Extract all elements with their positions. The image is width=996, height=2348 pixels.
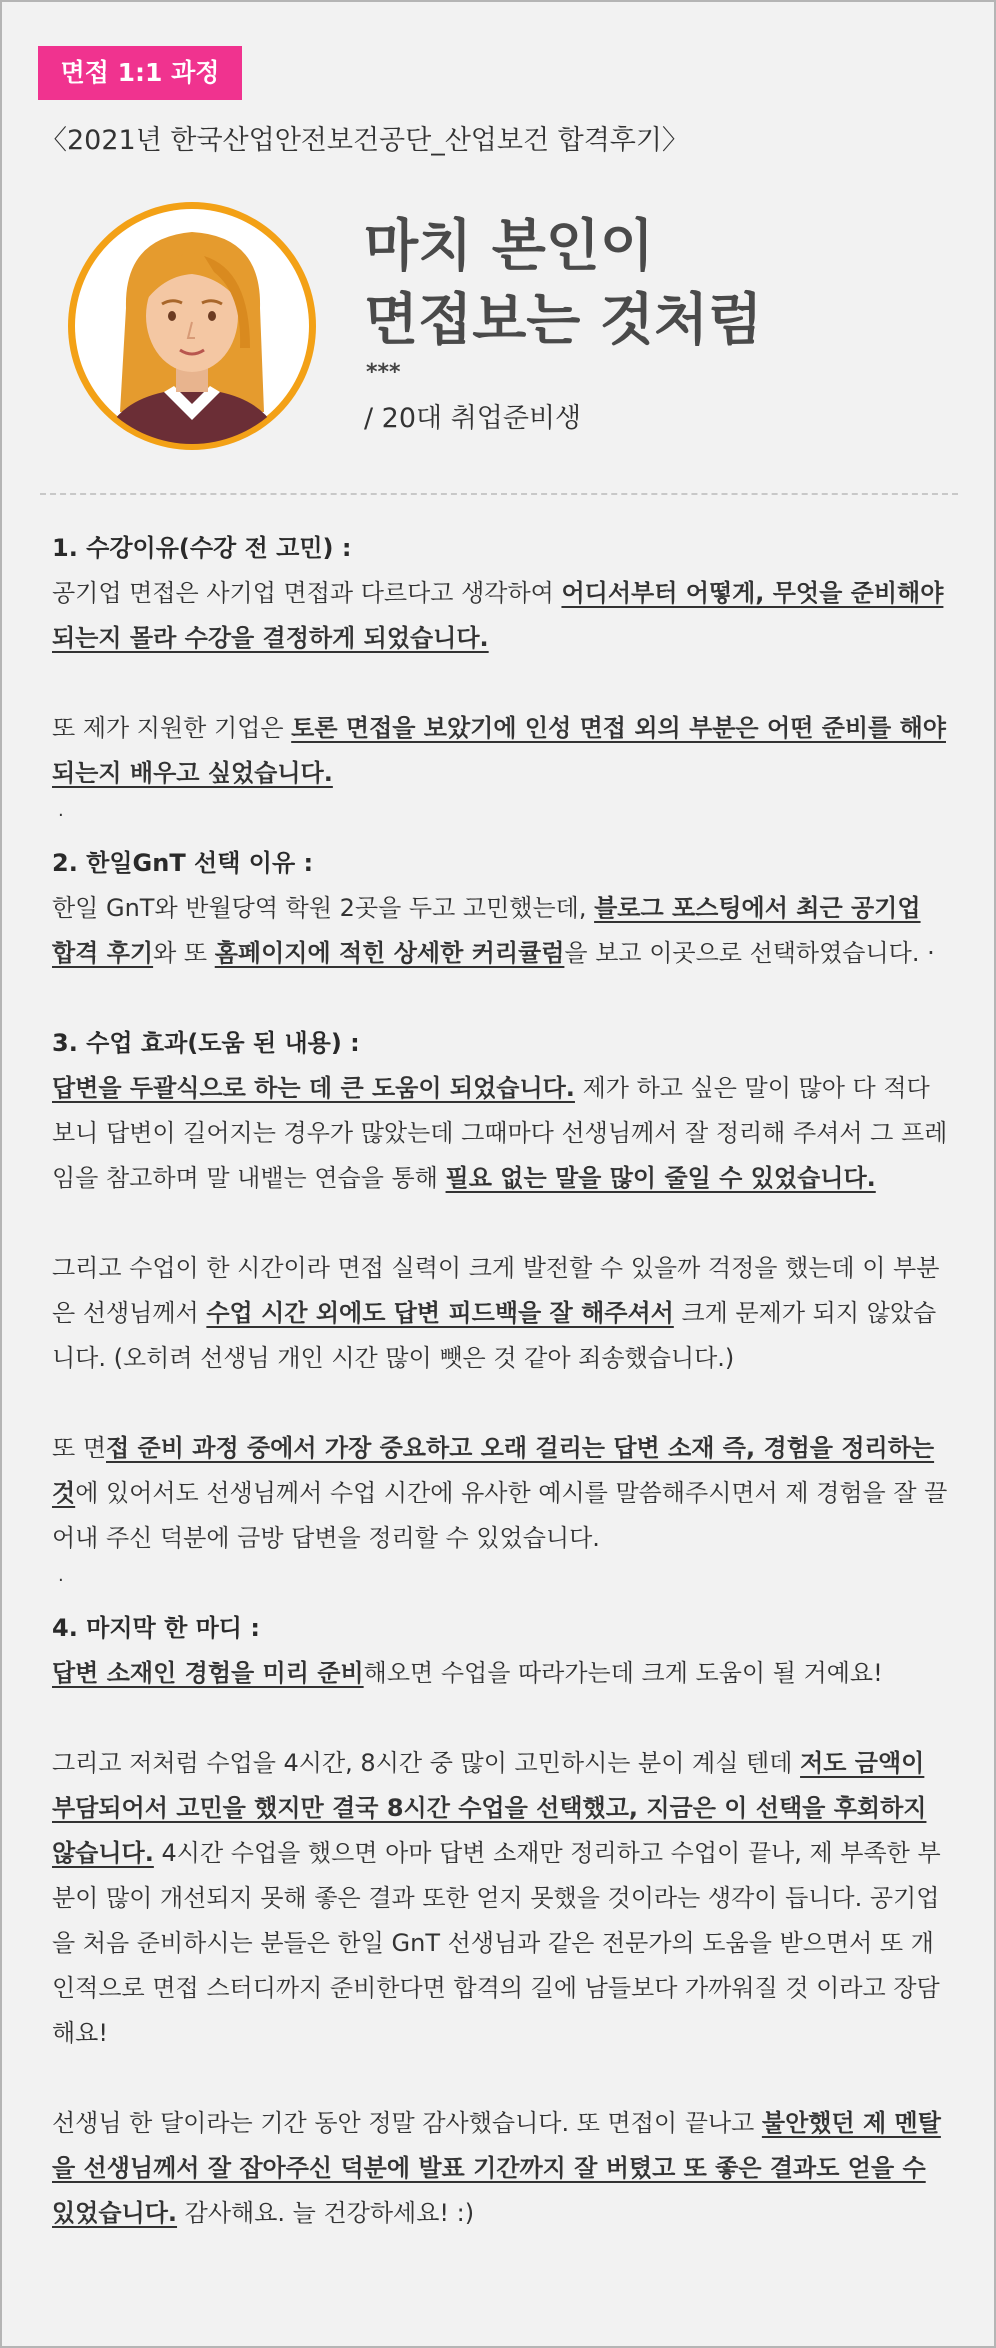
student-avatar-icon (64, 198, 320, 454)
section-4-title: 4. 마지막 한 마디 : (52, 1614, 260, 1642)
emphasis-text: 답변 소재인 경험을 미리 준비 (52, 1659, 364, 1687)
emphasis-text: 불안했던 제 멘탈을 선생님께서 잘 잡아주신 덕분에 발표 기간까지 잘 버텼고 또 좋은 결과도 얻을 수 있었습니다. (52, 2109, 941, 2227)
emphasis-text: 수업 시간 외에도 답변 피드백을 잘 해주셔서 (206, 1299, 674, 1327)
section-3-paragraph-1: 답변을 두괄식으로 하는 데 큰 도움이 되었습니다. 제가 하고 싶은 말이 많아 다 적다 보니 답변이 길어지는 경우가 많았는데 그때마다 선생님께서 잘 정리해 주셔서 그 프레임을 참고하며 말 내뱉는 연습을 통해 필요 없는 말을 많이 줄일 수 있었습니다. (52, 1074, 948, 1192)
author-description: / 20대 취업준비생 (364, 403, 582, 434)
course-badge: 면접 1:1 과정 (38, 46, 242, 100)
section-4-paragraph-1: 답변 소재인 경험을 미리 준비해오면 수업을 따라가는데 크게 도움이 될 거예요! (52, 1659, 883, 1687)
section-3-title: 3. 수업 효과(도움 된 내용) : (52, 1029, 360, 1057)
dashed-divider (40, 493, 958, 495)
section-3-paragraph-2: 그리고 수업이 한 시간이라 면접 실력이 크게 발전할 수 있을까 걱정을 했는데 이 부분은 선생님께서 수업 시간 외에도 답변 피드백을 잘 해주셔서 크게 문제가 되지 않았습니다. (오히려 선생님 개인 시간 많이 뺏은 것 같아 죄송했습니다.) (52, 1254, 940, 1372)
section-4-paragraph-2: 그리고 저처럼 수업을 4시간, 8시간 중 많이 고민하시는 분이 계실 텐데 저도 금액이 부담되어서 고민을 했지만 결국 8시간 수업을 선택했고, 지금은 이 선택을 후회하지 않습니다. 4시간 수업을 했으면 아마 답변 소재만 정리하고 수업이 끝나, 제 부족한 부분이 많이 개선되지 못해 좋은 결과 또한 얻지 못했을 것이라는 생각이 듭니다. 공기업을 처음 준비하시는 분들은 한일 GnT 선생님과 같은 전문가의 도움을 받으면서 또 개인적으로 면접 스터디까지 준비한다면 합격의 길에 남들보다 가까워질 것 이라고 장담해요! (52, 1749, 941, 2047)
separator-dot: . (58, 1565, 64, 1586)
section-1-title: 1. 수강이유(수강 전 고민) : (52, 534, 352, 562)
section-3-paragraph-3: 또 면접 준비 과정 중에서 가장 중요하고 오래 걸리는 답변 소재 즉, 경험을 정리하는 것에 있어서도 선생님께서 수업 시간에 유사한 예시를 말씀해주시면서 제 경험을 잘 끌어내 주신 덕분에 금방 답변을 정리할 수 있었습니다. (52, 1434, 948, 1552)
review-subtitle: 〈2021년 한국산업안전보건공단_산업보건 합격후기〉 (40, 125, 689, 156)
emphasis-text: 저도 금액이 부담되어서 고민을 했지만 결국 8시간 수업을 선택했고, 지금은 이 선택을 후회하지 않습니다. (52, 1749, 927, 1867)
emphasis-text: 홈페이지에 적힌 상세한 커리큘럼 (214, 939, 565, 967)
section-4-paragraph-3: 선생님 한 달이라는 기간 동안 정말 감사했습니다. 또 면접이 끝나고 불안했던 제 멘탈을 선생님께서 잘 잡아주신 덕분에 발표 기간까지 잘 버텼고 또 좋은 결과도 얻을 수 있었습니다. 감사해요. 늘 건강하세요! :) (52, 2109, 941, 2227)
separator-dot: . (58, 800, 64, 821)
section-2-paragraph-1: 한일 GnT와 반월당역 학원 2곳을 두고 고민했는데, 블로그 포스팅에서 최근 공기업 합격 후기와 또 홈페이지에 적힌 상세한 커리큘럼을 보고 이곳으로 선택하였습니다. · (52, 894, 935, 967)
emphasis-text: 어디서부터 어떻게, 무엇을 준비해야 되는지 몰라 수강을 결정하게 되었습니다. (52, 579, 944, 652)
emphasis-text: 답변을 두괄식으로 하는 데 큰 도움이 되었습니다. (52, 1074, 575, 1102)
emphasis-text: 블로그 포스팅에서 최근 공기업 합격 후기 (52, 894, 921, 967)
headline-line-1: 마치 본인이 (364, 214, 654, 279)
emphasis-text: 필요 없는 말을 많이 줄일 수 있었습니다. (445, 1164, 876, 1192)
section-2-title: 2. 한일GnT 선택 이유 : (52, 849, 314, 877)
section-1-paragraph-2: 또 제가 지원한 기업은 토론 면접을 보았기에 인성 면접 외의 부분은 어떤 준비를 해야 되는지 배우고 싶었습니다. (52, 714, 946, 787)
emphasis-text: 토론 면접을 보았기에 인성 면접 외의 부분은 어떤 준비를 해야 되는지 배우고 싶었습니다. (52, 714, 946, 787)
author-name: *** (366, 360, 401, 385)
review-headline (364, 210, 762, 358)
section-1-paragraph-1: 공기업 면접은 사기업 면접과 다르다고 생각하여 어디서부터 어떻게, 무엇을 준비해야 되는지 몰라 수강을 결정하게 되었습니다. (52, 579, 944, 652)
review-body (52, 526, 952, 2236)
headline-line-2: 면접보는 것처럼 (364, 288, 763, 353)
emphasis-text: 접 준비 과정 중에서 가장 중요하고 오래 걸리는 답변 소재 즉, 경험을 정리하는 것 (52, 1434, 935, 1507)
